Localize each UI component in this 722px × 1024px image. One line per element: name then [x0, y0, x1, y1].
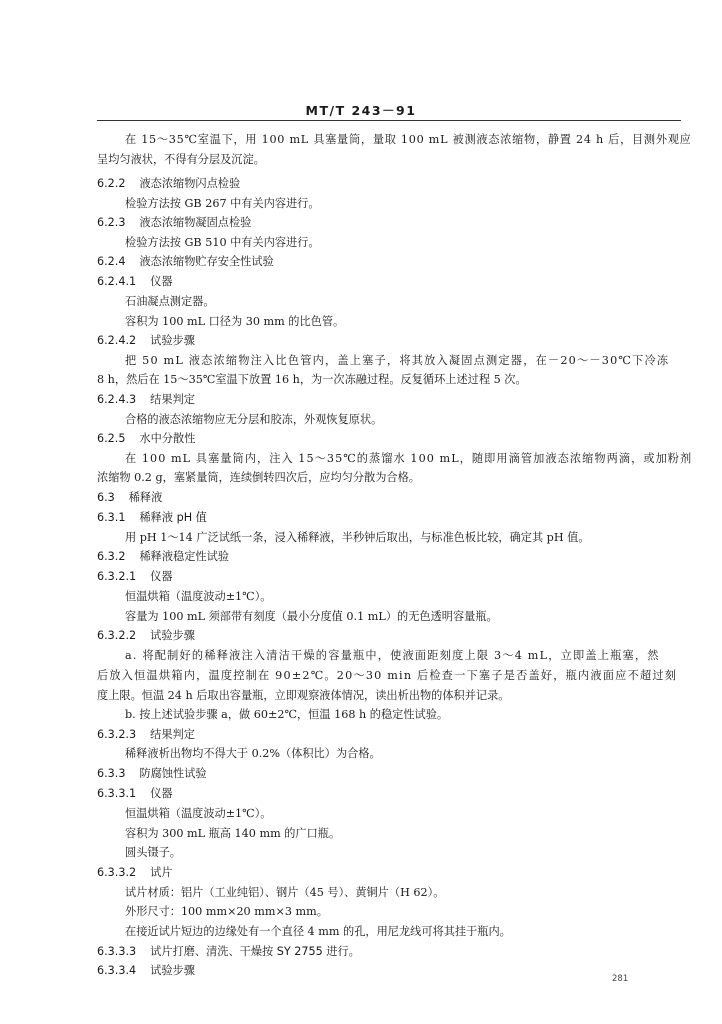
- paragraph-line: 后放入恒温烘箱内，温度控制在 90±2℃。20～30 min 后检查一下塞子是否盖好，瓶内液面应不超过刻: [97, 669, 678, 682]
- paragraph-line: 检验方法按 GB 510 中有关内容进行。: [125, 236, 320, 249]
- paragraph-line: 试片材质：铝片（工业纯铝）、钢片（45 号）、黄铜片（H 62）。: [125, 886, 445, 899]
- section-title: 试验步骤: [150, 629, 195, 642]
- section-heading: [97, 393, 195, 407]
- paragraph-line: 合格的液态浓缩物应无分层和胶冻，外观恢复原状。: [125, 413, 383, 426]
- paragraph-line: 石油凝点测定器。: [125, 295, 215, 308]
- section-title: 仪器: [150, 275, 173, 288]
- paragraph-line: 在 100 mL 具塞量筒内，注入 15～35℃的蒸馏水 100 mL，随即用滴管加液态浓缩物两滴，或加粉剂: [125, 452, 693, 465]
- section-heading: [97, 432, 195, 446]
- section-number: 6.3.2.1: [97, 570, 137, 583]
- section-number: 6.2.4.2: [97, 334, 137, 347]
- standard-code-header: MT/T 243－91: [305, 103, 417, 118]
- section-title: 稀释液: [128, 491, 163, 504]
- section-heading: [97, 728, 195, 742]
- section-title: 试验步骤: [150, 964, 195, 977]
- paragraph-line: 外形尺寸：100 mm×20 mm×3 mm。: [125, 905, 328, 918]
- section-heading: [97, 216, 251, 230]
- paragraph-line: a. 将配制好的稀释液注入清洁干燥的容量瓶中，使液面距刻度上限 3～4 mL，立即盖上瓶塞，然: [125, 649, 660, 662]
- section-number: 6.3.3.4: [97, 964, 137, 977]
- section-number: 6.3: [97, 491, 115, 504]
- paragraph-line: 在接近试片短边的边缘处有一个直径 4 mm 的孔，用尼龙线可将其挂于瓶内。: [125, 925, 511, 938]
- section-title: 液态浓缩物闪点检验: [139, 177, 241, 190]
- page-number: 281: [612, 974, 629, 984]
- section-heading: [97, 491, 162, 505]
- paragraph-line: 8 h，然后在 15～35℃室温下放置 16 h，为一次冻融过程。反复循环上述过程 5 次。: [97, 373, 527, 386]
- section-number: 6.3.3.3: [97, 945, 137, 958]
- paragraph-line: 恒温烘箱（温度波动±1℃）。: [125, 807, 272, 820]
- paragraph-line: 圆头镊子。: [125, 846, 181, 859]
- section-heading: [97, 511, 207, 525]
- section-number: 6.3.2: [97, 550, 126, 563]
- section-title: 水中分散性: [139, 432, 196, 445]
- section-title: 防腐蚀性试验: [139, 767, 207, 780]
- paragraph-line: 把 50 mL 液态浓缩物注入比色管内，盖上塞子，将其放入凝固点测定器，在－20～－30℃下冷冻: [125, 354, 670, 367]
- section-heading: [97, 570, 173, 584]
- section-title: 稀释液稳定性试验: [139, 550, 229, 563]
- paragraph-line: 容量为 100 mL 须部带有刻度（最小分度值 0.1 mL）的无色透明容量瓶。: [125, 610, 498, 623]
- paragraph-line: 用 pH 1～14 广泛试纸一条，浸入稀释液，半秒钟后取出，与标准色板比较，确定其 pH 值。: [125, 531, 590, 544]
- paragraph-line: 稀释液析出物均不得大于 0.2%（体积比）为合格。: [125, 747, 381, 760]
- section-title: 仪器: [150, 787, 173, 800]
- section-heading: [97, 255, 274, 269]
- section-number: 6.2.4.3: [97, 393, 137, 406]
- section-number: 6.3.3.2: [97, 866, 137, 879]
- paragraph-line: 度上限。恒温 24 h 后取出容量瓶，立即观察液体情况，读出析出物的体积并记录。: [97, 689, 510, 702]
- section-title: 试验步骤: [150, 334, 195, 347]
- section-number: 6.2.5: [97, 432, 126, 445]
- section-title: 结果判定: [150, 728, 195, 741]
- section-number: 6.3.3: [97, 767, 126, 780]
- section-title: 液态浓缩物贮存安全性试验: [139, 255, 274, 268]
- section-title: 液态浓缩物凝固点检验: [139, 216, 252, 229]
- section-number: 6.2.2: [97, 177, 126, 190]
- section-heading: [97, 629, 195, 643]
- section-number: 6.3.1: [97, 511, 126, 524]
- paragraph-line: b. 按上述试验步骤 a，做 60±2℃，恒温 168 h 的稳定性试验。: [125, 708, 449, 721]
- section-number: 6.2.3: [97, 216, 126, 229]
- section-number: 6.3.3.1: [97, 787, 137, 800]
- paragraph-line: 容积为 300 mL 瓶高 140 mm 的广口瓶。: [125, 827, 341, 840]
- section-heading: [97, 866, 173, 880]
- section-title: 仪器: [150, 570, 173, 583]
- section-number: 6.2.4: [97, 255, 126, 268]
- paragraph-line: 容积为 100 mL 口径为 30 mm 的比色管。: [125, 315, 345, 328]
- section-heading: [97, 177, 240, 191]
- section-heading: [97, 767, 207, 781]
- paragraph-line: 在 15～35℃室温下，用 100 mL 具塞量筒，量取 100 mL 被测液态浓缩物，静置 24 h 后，目测外观应: [125, 133, 692, 146]
- section-heading: [97, 964, 195, 978]
- paragraph-line: 呈均匀液状，不得有分层及沉淀。: [97, 153, 265, 166]
- section-number: 6.2.4.1: [97, 275, 137, 288]
- section-number: 6.3.2.2: [97, 629, 137, 642]
- section-heading: [97, 550, 229, 564]
- section-title: 试片: [150, 866, 173, 879]
- section-title: 结果判定: [150, 393, 195, 406]
- paragraph-line: 检验方法按 GB 267 中有关内容进行。: [125, 197, 320, 210]
- section-heading: [97, 945, 360, 959]
- paragraph-line: 恒温烘箱（温度波动±1℃）。: [125, 590, 272, 603]
- header-rule: [97, 120, 681, 121]
- section-title: 试片打磨、清洗、干燥按 SY 2755 进行。: [150, 945, 360, 958]
- section-heading: [97, 787, 173, 801]
- section-heading: [97, 334, 195, 348]
- section-title: 稀释液 pH 值: [139, 511, 207, 524]
- section-heading: [97, 275, 173, 289]
- paragraph-line: 浓缩物 0.2 g，塞紧量筒，连续倒转四次后，应均匀分散为合格。: [97, 471, 420, 484]
- section-number: 6.3.2.3: [97, 728, 137, 741]
